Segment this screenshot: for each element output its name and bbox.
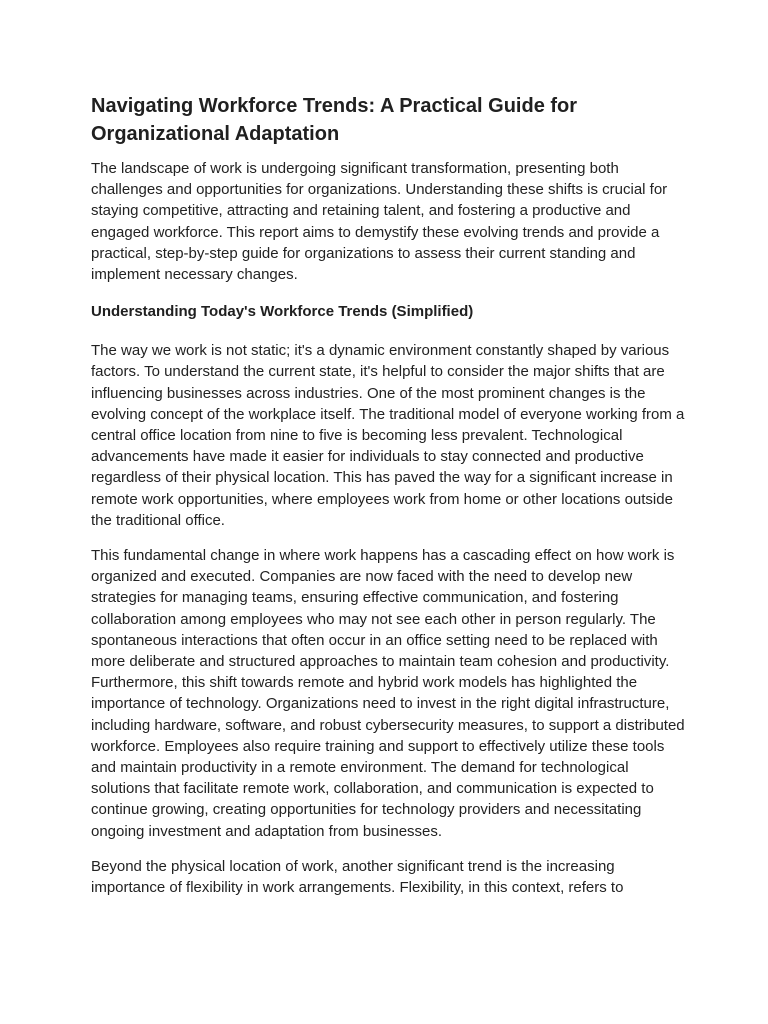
document-title: Navigating Workforce Trends: A Practical Guide for Organizational Adaptation bbox=[91, 95, 578, 145]
body-paragraph-1: The way we work is not static; it's a dynamic environment constantly shaped by various factors. To understand the current state, it's helpful to consider the major shifts that are influencing businesses across industries. One of the most prominent changes is the evolving concept of the workplace itself. The traditional model of everyone working from a central office location from nine to five is becoming less prevalent. Technological advancements have made it easier for individuals to stay connected and productive regardless of their physical location. This has paved the way for a significant increase in remote work opportunities, where employees work from home or other locations outside the traditional office. bbox=[91, 342, 685, 529]
body-paragraph-2: This fundamental change in where work happens has a cascading effect on how work is organized and executed. Companies are now faced with the need to develop new strategies for managing teams, ensuring effective communication, and fostering collaboration among employees who may not see each other in person regularly. The spontaneous interactions that often occur in an office setting need to be replaced with more deliberate and structured approaches to maintain team cohesion and productivity. Furthermore, this shift towards remote and hybrid work models has highlighted the importance of technology. Organizations need to invest in the right digital infrastructure, including hardware, software, and robust cybersecurity measures, to support a distributed workforce. Employees also require training and support to effectively utilize these tools and maintain productivity in a remote environment. The demand for technological solutions that facilitate remote work, collaboration, and communication is expected to continue growing, creating opportunities for technology providers and necessitating ongoing investment and adaptation from businesses. bbox=[91, 547, 685, 840]
section-heading: Understanding Today's Workforce Trends (Simplified) bbox=[91, 303, 474, 321]
intro-paragraph: The landscape of work is undergoing significant transformation, presenting both challenges and opportunities for organizations. Understanding these shifts is crucial for staying competitive, attracting and retaining talent, and fostering a productive and engaged workforce. This report aims to demystify these evolving trends and provide a practical, step-by-step guide for organizations to assess their current standing and implement necessary changes. bbox=[91, 160, 668, 284]
body-paragraph-3: Beyond the physical location of work, another significant trend is the increasing importance of flexibility in work arrangements. Flexibility, in this context, refers to bbox=[91, 857, 624, 897]
document-page bbox=[91, 92, 687, 912]
